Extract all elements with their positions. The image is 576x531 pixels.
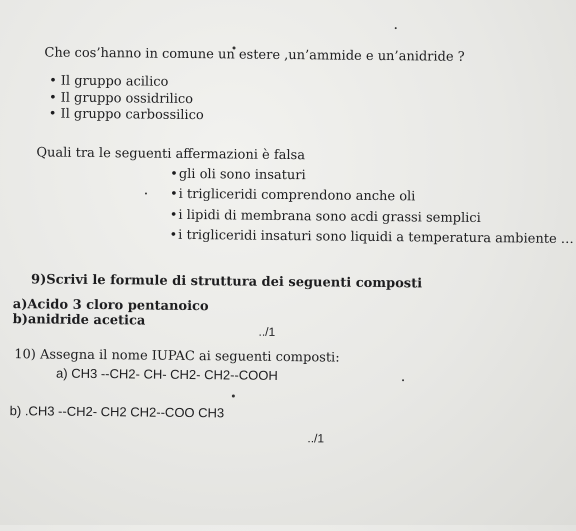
option-acyl-group: • Il gruppo acilico	[49, 74, 168, 90]
ink-speck	[232, 394, 235, 397]
question-9-title: 9)Scrivi le formule di struttura dei seguenti composti	[30, 272, 423, 292]
option-oils-unsaturated: • gli oli sono insaturi	[170, 167, 306, 183]
ink-speck	[145, 193, 147, 195]
question-false-statement: Quali tra le seguenti affermazioni è falsa	[36, 145, 306, 164]
ink-speck	[402, 379, 404, 381]
option-membrane-lipids: • i lipidi di membrana sono acdi grassi semplici	[170, 208, 481, 226]
question-common-groups: Che cos’hanno in comune un estere ,un’ammide e un’anidride ?	[44, 45, 465, 65]
question-10-a: a) CH3 --CH2- CH- CH2- CH2--COOH	[56, 365, 278, 383]
option-carboxyl-group: • Il gruppo carbossilico	[49, 107, 204, 124]
option-unsaturated-liquid: • i trigliceridi insaturi sono liquidi a temperatura ambiente …	[169, 228, 573, 247]
option-triglycerides-oils: • i trigliceridi comprendono anche oli	[170, 187, 416, 205]
question-9-score: ../1	[258, 324, 276, 339]
ink-speck	[395, 27, 397, 29]
question-10-title: 10) Assegna il nome IUPAC ai seguenti composti:	[14, 347, 340, 366]
question-10-score: ../1	[307, 431, 325, 446]
question-9-a: a)Acido 3 cloro pentanoico	[12, 297, 209, 315]
option-hydroxyl-group: • Il gruppo ossidrilico	[49, 91, 193, 108]
question-9-b: b)anidride acetica	[12, 312, 146, 329]
question-10-b: b) .CH3 --CH2- CH2 CH2--COO CH3	[9, 403, 225, 421]
